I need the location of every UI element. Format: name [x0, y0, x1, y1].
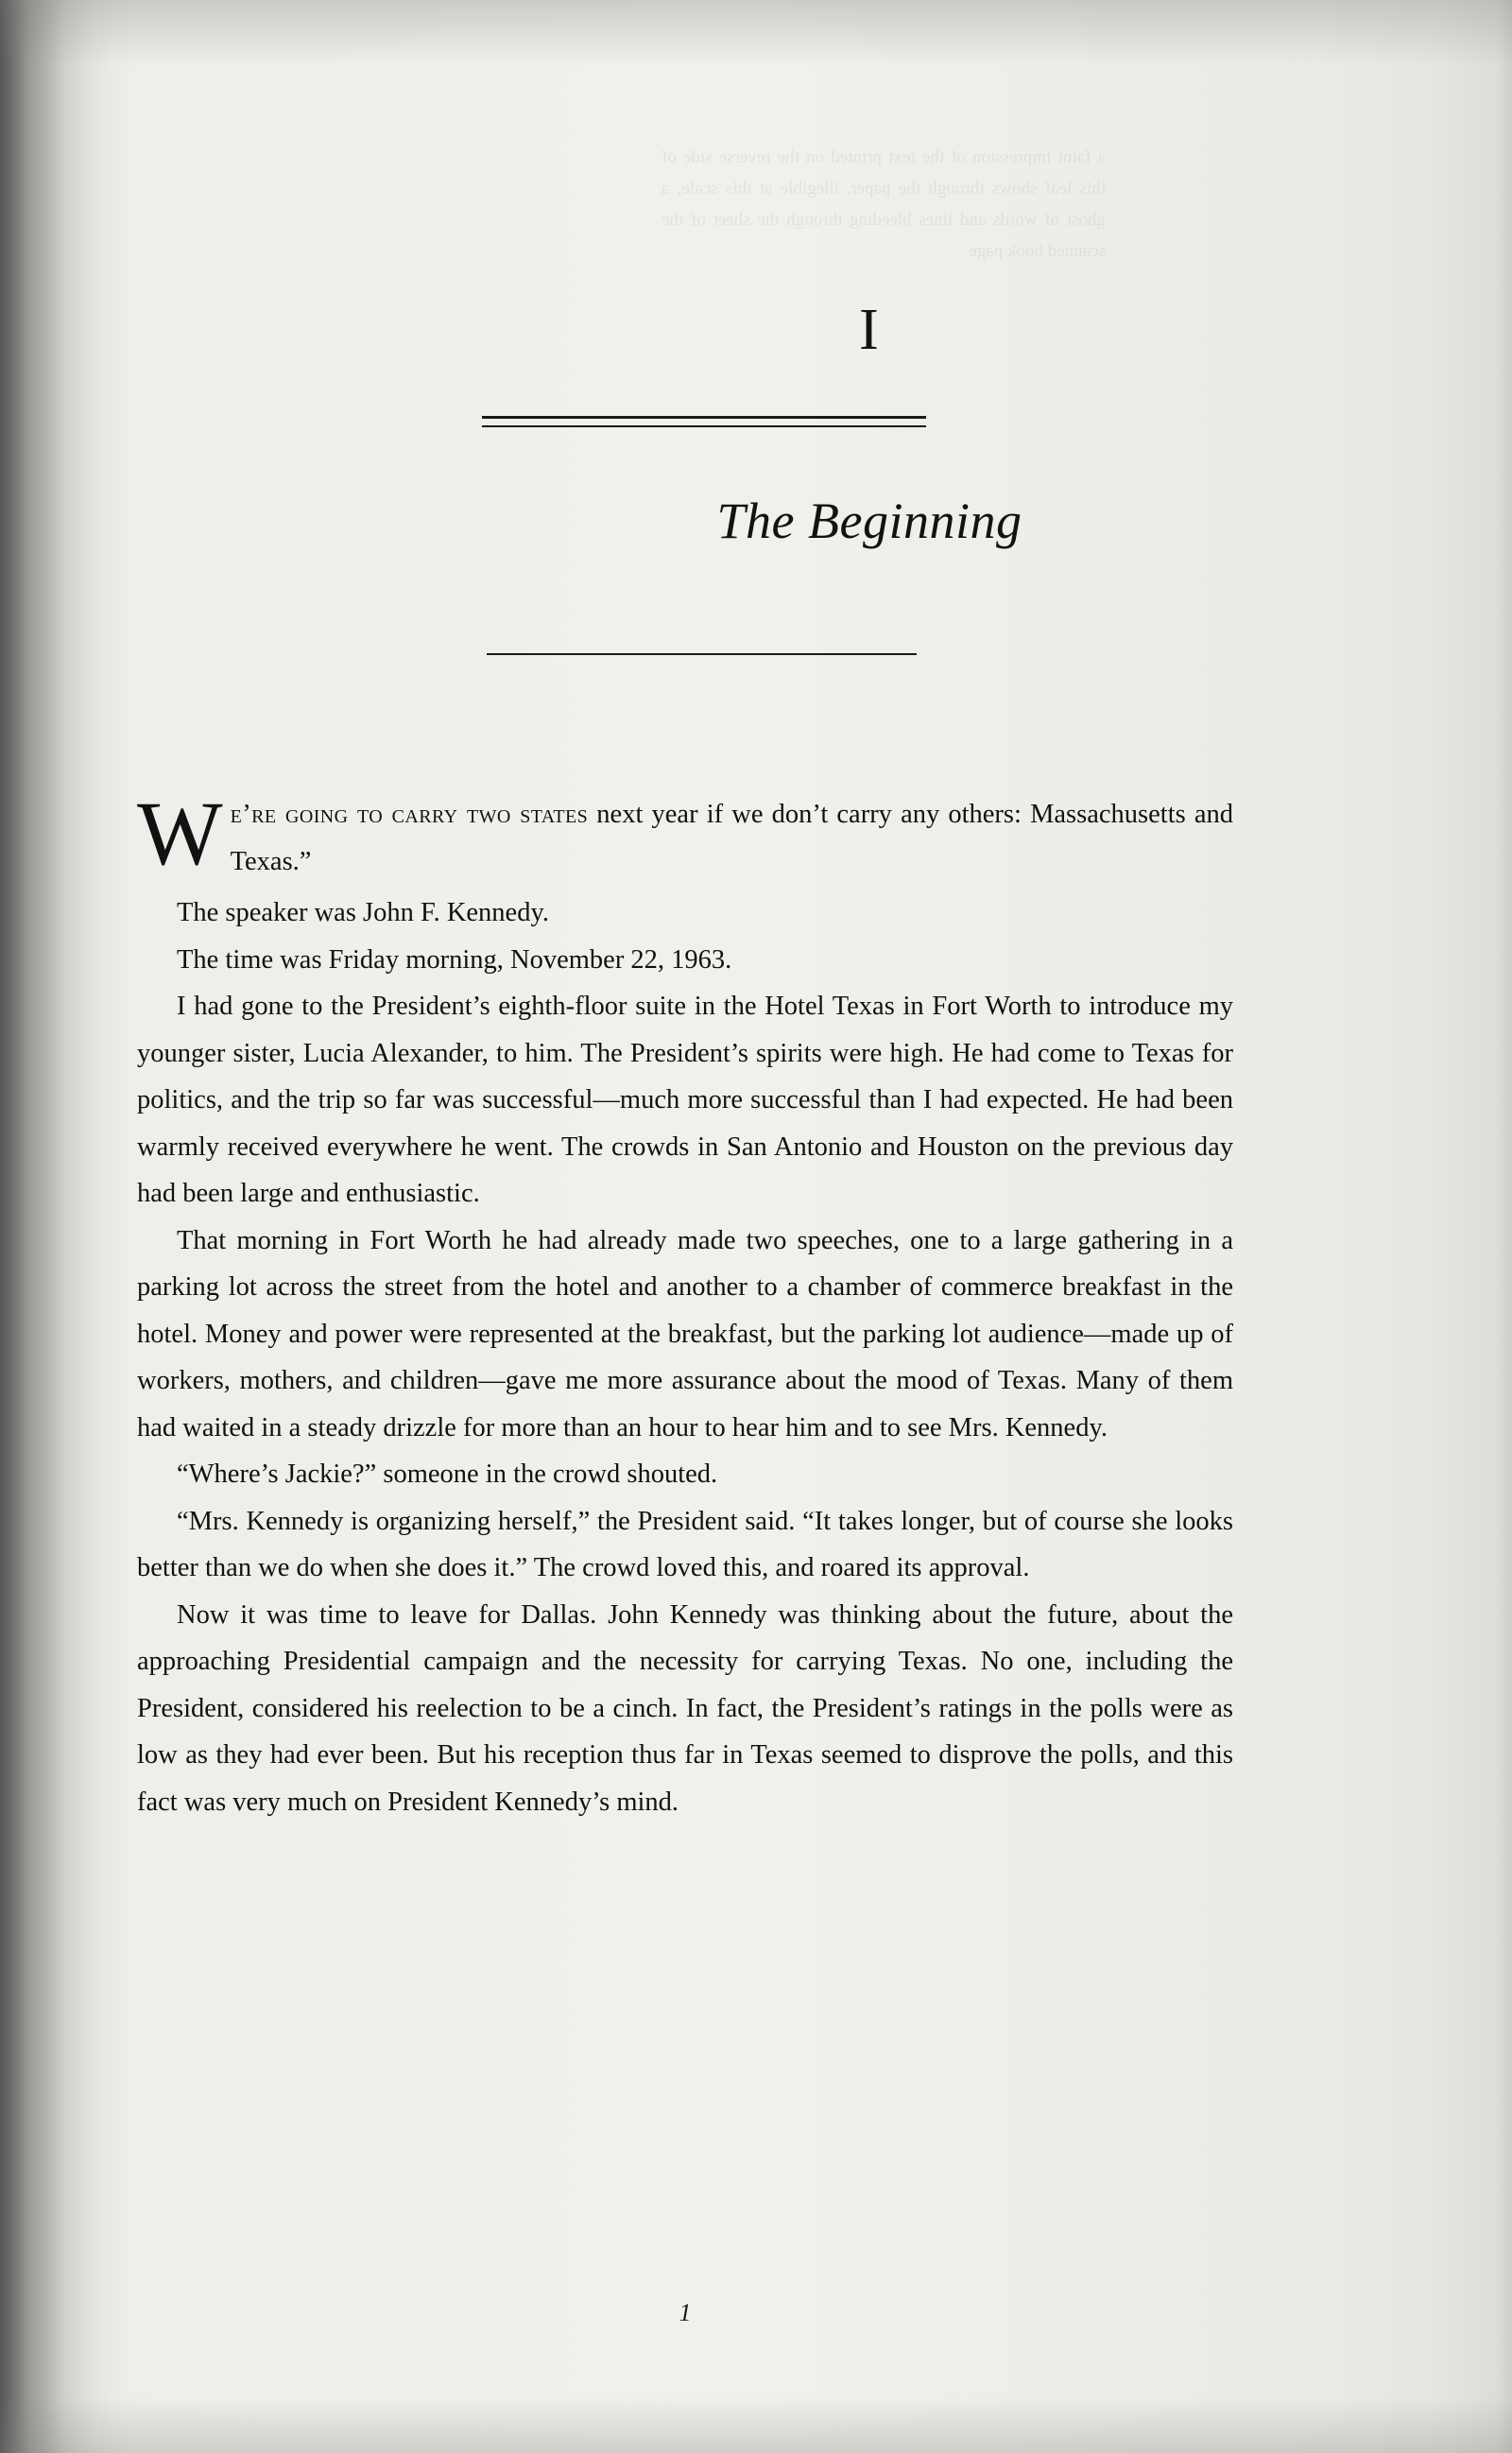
- single-rule-divider: [487, 653, 917, 655]
- chapter-title: The Beginning: [716, 492, 1022, 549]
- page-content: [132, 0, 1380, 2453]
- body-text: [137, 783, 1233, 1825]
- page-number: 1: [679, 2299, 692, 2326]
- paragraph: I had gone to the President’s eighth-floor suite in the Hotel Texas in Fort Worth to introduce my younger sister, Lucia Alexander, to him. The President’s spirits were high. He had come to Texas for politics, and the trip so far was successful—much more successful than I had expected. He had been warmly received everywhere he went. The crowds in San Antonio and Houston on the previous day had been large and enthusiastic.: [137, 992, 1233, 1208]
- paragraph: “Where’s Jackie?” someone in the crowd shouted.: [177, 1460, 718, 1489]
- opening-small-caps: e’re going to carry two states: [230, 800, 589, 829]
- paragraph: Now it was time to leave for Dallas. John Kennedy was thinking about the future, about the approaching Presidential campaign and the necessity for carrying Texas. No one, including the President, considered his reelection to be a cinch. In fact, the President’s ratings in the polls were as low as they had ever been. But his reception thus far in Texas seemed to disprove the polls, and this fact was very much on President Kennedy’s mind.: [137, 1599, 1233, 1817]
- paragraph: That morning in Fort Worth he had already made two speeches, one to a large gathering in a parking lot across the street from the hotel and another to a chamber of commerce breakfast in the hotel. Money and power were represented at the breakfast, but the parking lot audience—made up of workers, mothers, and children—gave me more assurance about the mood of Texas. Many of them had waited in a steady drizzle for more than an hour to hear him and to see Mrs. Kennedy.: [137, 1225, 1233, 1442]
- double-rule-divider: [482, 416, 926, 419]
- paragraph: “Mrs. Kennedy is organizing herself,” the President said. “It takes longer, but of course she looks better than we do when she does it.” The crowd loved this, and roared its approval.: [137, 1506, 1233, 1582]
- paragraph: The time was Friday morning, November 22, 1963.: [177, 944, 732, 975]
- page-showthrough-text: a faint impression of the text printed on the reverse side of this leaf shows through the paper, illegible at this scale, a ghost of words and lines bleeding through the sheet of the scanned book page: [662, 147, 1106, 261]
- drop-cap: W: [137, 783, 223, 884]
- paragraph-text: next year if we don’t carry any others: Massachusetts and Texas.”: [230, 800, 1233, 876]
- chapter-number: I: [859, 298, 880, 362]
- paragraph-opening: [137, 783, 1233, 890]
- paragraph: The speaker was John F. Kennedy.: [177, 898, 549, 927]
